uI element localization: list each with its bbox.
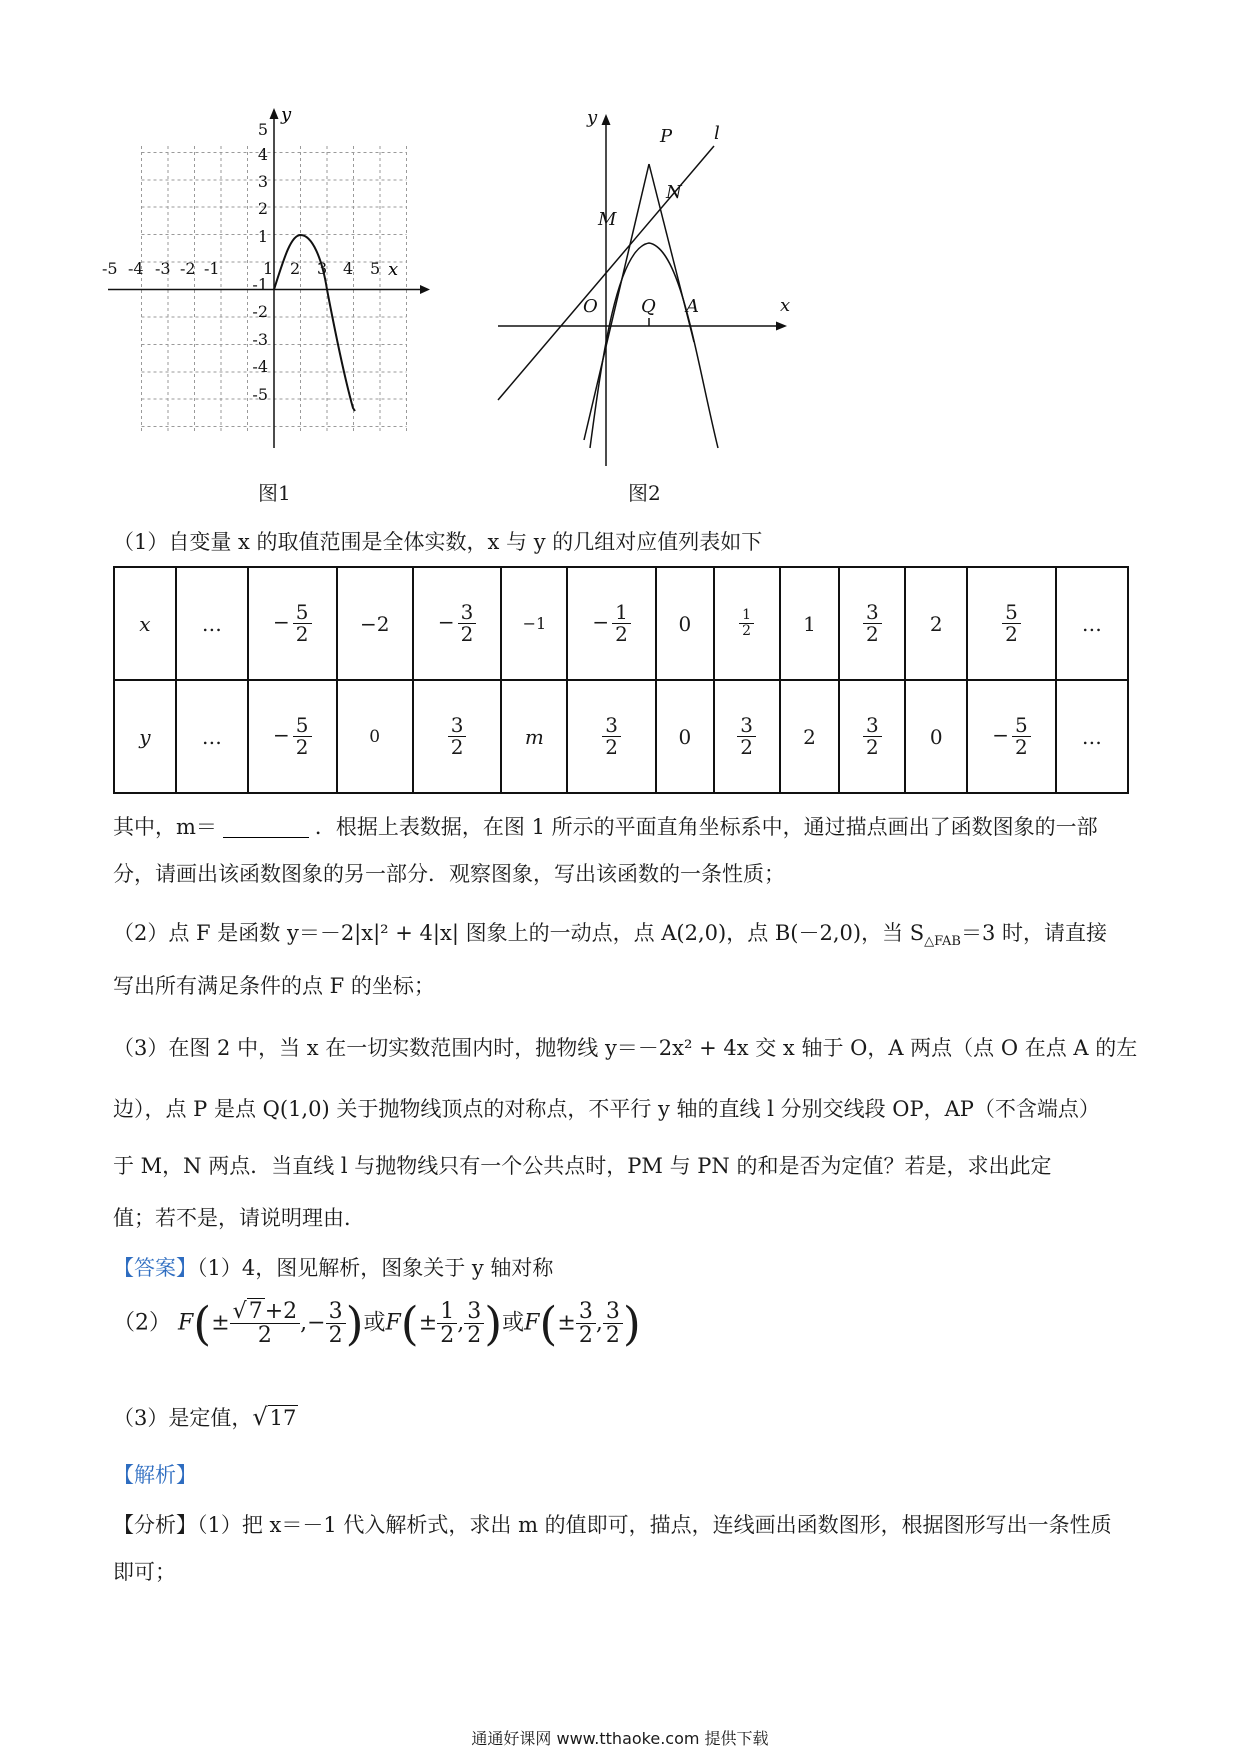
table-cell: −2 xyxy=(337,567,413,680)
figure-2-caption: 图2 xyxy=(628,481,661,505)
table-cell: $\frac{1}{2}$ xyxy=(714,567,780,680)
table-cell: 1 xyxy=(780,567,840,680)
question-1-intro: （1）自变量 x 的取值范围是全体实数，x 与 y 的几组对应值列表如下 xyxy=(113,530,763,554)
figure-2-parabola xyxy=(590,243,718,448)
table-cell: $\frac{3}{2}$ xyxy=(567,680,656,793)
figure-2-label-x: x xyxy=(780,295,791,316)
answer-line-1: 【答案】（1）4，图见解析，图象关于 y 轴对称 xyxy=(113,1256,554,1280)
x-tick-label: -2 xyxy=(180,259,196,278)
table-cell: x xyxy=(114,567,176,680)
y-tick-label: -5 xyxy=(252,385,268,404)
y-tick-label: 4 xyxy=(257,145,268,164)
question-3-line-4: 值；若不是，请说明理由． xyxy=(113,1206,365,1230)
table-cell: 2 xyxy=(905,567,967,680)
figure-2-label-a: A xyxy=(686,296,699,317)
figure-1-y-label: y xyxy=(281,104,292,125)
table-cell: … xyxy=(1056,567,1128,680)
table-cell: … xyxy=(176,680,248,793)
table-cell: 0 xyxy=(656,567,714,680)
question-2-line-1: （2）点 F 是函数 y＝－2|x|² + 4|x| 图象上的一动点，点 A(2,0)，点 B(－2,0)，当 $S_{\triangle FAB}=3$ 时，请直接 xyxy=(113,921,1108,950)
table-cell: − $\frac{1}{2}$ xyxy=(567,567,656,680)
footer-text: 通通好课网 www.tthaoke.com 提供下载 xyxy=(471,1729,769,1748)
x-tick-label: 4 xyxy=(343,259,354,278)
figure-2-label-m: M xyxy=(598,209,617,230)
y-tick-label: -1 xyxy=(252,275,268,294)
table-cell: − $\frac{5}{2}$ xyxy=(248,680,337,793)
figure-1-x-label: x xyxy=(388,259,399,280)
x-tick-label: -1 xyxy=(204,259,220,278)
figure-2-label-n: N xyxy=(666,182,682,203)
analysis-line-1: 【分析】（1）把 x＝－1 代入解析式，求出 m 的值即可，描点，连线画出函数图形，根据图形写出一条性质 xyxy=(113,1513,1112,1537)
table-cell: 0 xyxy=(337,680,413,793)
table-cell: $\frac{3}{2}$ xyxy=(413,680,502,793)
table-cell: m xyxy=(501,680,567,793)
table-cell: y xyxy=(114,680,176,793)
table-cell: $\frac{3}{2}$ xyxy=(839,567,905,680)
table-cell: $\frac{5}{2}$ xyxy=(967,567,1056,680)
figure-1-x-arrow xyxy=(420,285,430,294)
figure-2-label-l: l xyxy=(714,123,720,144)
x-tick-label: 2 xyxy=(290,259,301,278)
figure-2-label-q: Q xyxy=(641,296,656,317)
table-cell: 0 xyxy=(905,680,967,793)
analysis-label: 【解析】 xyxy=(113,1463,197,1487)
x-tick-label: -5 xyxy=(102,259,118,278)
table-cell: … xyxy=(176,567,248,680)
answer-line-3: （3）是定值，√17 xyxy=(113,1403,297,1431)
figure-2-y-arrow xyxy=(602,114,611,125)
y-tick-label: -2 xyxy=(252,302,268,321)
y-tick-label: 1 xyxy=(257,227,268,246)
table-cell: − $\frac{5}{2}$ xyxy=(967,680,1056,793)
x-tick-label: 3 xyxy=(317,259,328,278)
table-cell: $\frac{3}{2}$ xyxy=(839,680,905,793)
figure-2-label-y: y xyxy=(587,107,598,128)
question-1-after-table-1: 其中，m＝ ．根据上表数据，在图 1 所示的平面直角坐标系中，通过描点画出了函数图象的一部 xyxy=(113,815,1098,839)
table-cell: 0 xyxy=(656,680,714,793)
answer-label: 【答案】 xyxy=(113,1256,197,1280)
y-tick-label: -3 xyxy=(252,330,268,349)
table-cell: − $\frac{3}{2}$ xyxy=(413,567,502,680)
figure-2-graph xyxy=(492,108,812,468)
analysis-line-2: 即可； xyxy=(113,1560,176,1584)
figure-2-label-o: O xyxy=(583,296,598,317)
question-1-after-table-2: 分，请画出该函数图象的另一部分．观察图象，写出该函数的一条性质； xyxy=(113,862,785,886)
figure-1-graph xyxy=(102,104,458,468)
figure-1-y-arrow xyxy=(270,108,279,119)
x-tick-label: 5 xyxy=(370,259,381,278)
figure-2-x-arrow xyxy=(776,322,787,331)
table-row-x xyxy=(114,567,1128,680)
table-cell: $\frac{3}{2}$ xyxy=(714,680,780,793)
y-tick-label: 2 xyxy=(257,199,268,218)
value-table xyxy=(113,566,1129,794)
table-cell: − $\frac{5}{2}$ xyxy=(248,567,337,680)
question-2-line-2: 写出所有满足条件的点 F 的坐标； xyxy=(113,974,435,998)
y-tick-label: -4 xyxy=(252,357,268,376)
table-row-y xyxy=(114,680,1128,793)
x-tick-label: -3 xyxy=(155,259,171,278)
x-tick-label: -4 xyxy=(128,259,144,278)
y-tick-label: 5 xyxy=(257,120,268,139)
table-cell: −1 xyxy=(501,567,567,680)
question-3-line-3: 于 M，N 两点．当直线 l 与抛物线只有一个公共点时，PM 与 PN 的和是否为定值？若是，求出此定 xyxy=(113,1154,1052,1178)
table-cell: 2 xyxy=(780,680,840,793)
figure-2-label-p: P xyxy=(660,126,673,147)
figure-1-caption: 图1 xyxy=(258,481,291,505)
y-tick-label: 3 xyxy=(257,172,268,191)
x-tick-label: 1 xyxy=(263,259,274,278)
question-3-line-1: （3）在图 2 中，当 x 在一切实数范围内时，抛物线 y＝－2x² + 4x 交 x 轴于 O，A 两点（点 O 在点 A 的左 xyxy=(113,1036,1138,1060)
answer-blank[interactable] xyxy=(223,837,309,838)
table-cell: … xyxy=(1056,680,1128,793)
question-3-line-2: 边），点 P 是点 Q(1,0) 关于抛物线顶点的对称点，不平行 y 轴的直线 l 分别交线段 OP，AP（不含端点） xyxy=(113,1097,1100,1121)
answer-line-2: （2） F(± $\frac{√7+2}{2}$ ,− $\frac{3}{2}$ )或F(± $\frac{1}{2}$ , $\frac{3}{2}$ )或F(± $\frac{3}{2}$ , $\frac{3}{2}$ ) xyxy=(113,1296,641,1351)
